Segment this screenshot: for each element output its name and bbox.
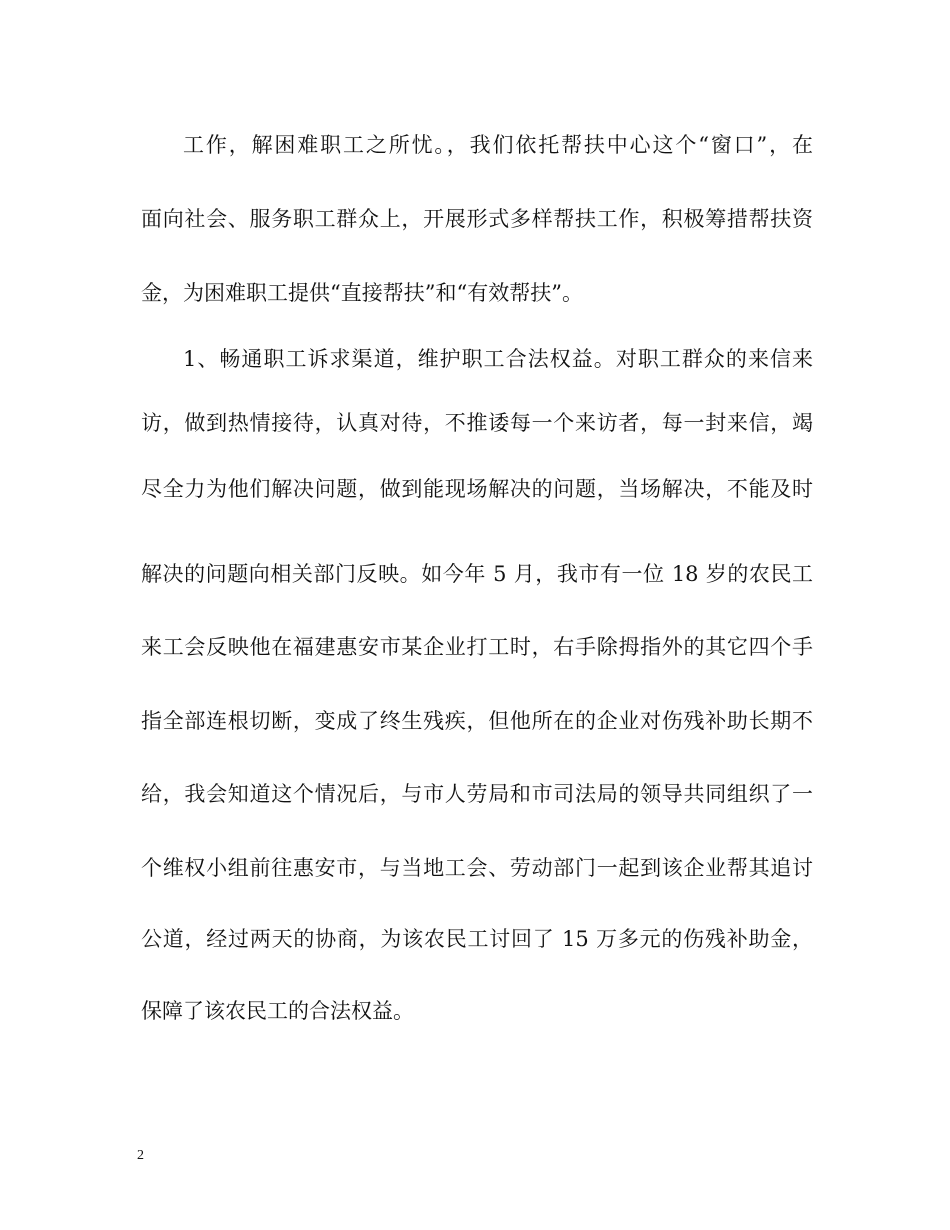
paragraph-line: 金，为困难职工提供“直接帮扶”和“有效帮扶”。	[141, 281, 583, 305]
paragraph-line: 个维权小组前往惠安市，与当地工会、劳动部门一起到该企业帮其追讨	[141, 856, 813, 880]
paragraph-line: 保障了该农民工的合法权益。	[141, 999, 414, 1023]
paragraph-line: 工作，解困难职工之所忧。，我们依托帮扶中心这个“窗口”，在	[183, 133, 813, 157]
paragraph-line: 1、畅通职工诉求渠道，维护职工合法权益。对职工群众的来信来	[183, 347, 813, 371]
paragraph-line: 公道，经过两天的协商，为该农民工讨回了 15 万多元的伤残补助金，	[141, 927, 813, 951]
paragraph-line: 来工会反映他在福建惠安市某企业打工时，右手除拇指外的其它四个手	[141, 635, 813, 659]
paragraph-line: 访，做到热情接待，认真对待，不推诿每一个来访者，每一封来信，竭	[141, 411, 813, 435]
paragraph-line: 解决的问题向相关部门反映。如今年 5 月，我市有一位 18 岁的农民工	[141, 562, 813, 586]
paragraph-line: 指全部连根切断，变成了终生残疾，但他所在的企业对伤残补助长期不	[141, 709, 813, 733]
page-number: 2	[137, 1148, 144, 1163]
paragraph-line: 给，我会知道这个情况后，与市人劳局和市司法局的领导共同组织了一	[141, 782, 813, 806]
paragraph-line: 面向社会、服务职工群众上，开展形式多样帮扶工作，积极筹措帮扶资	[141, 207, 813, 231]
paragraph-line: 尽全力为他们解决问题，做到能现场解决的问题，当场解决，不能及时	[141, 477, 813, 501]
